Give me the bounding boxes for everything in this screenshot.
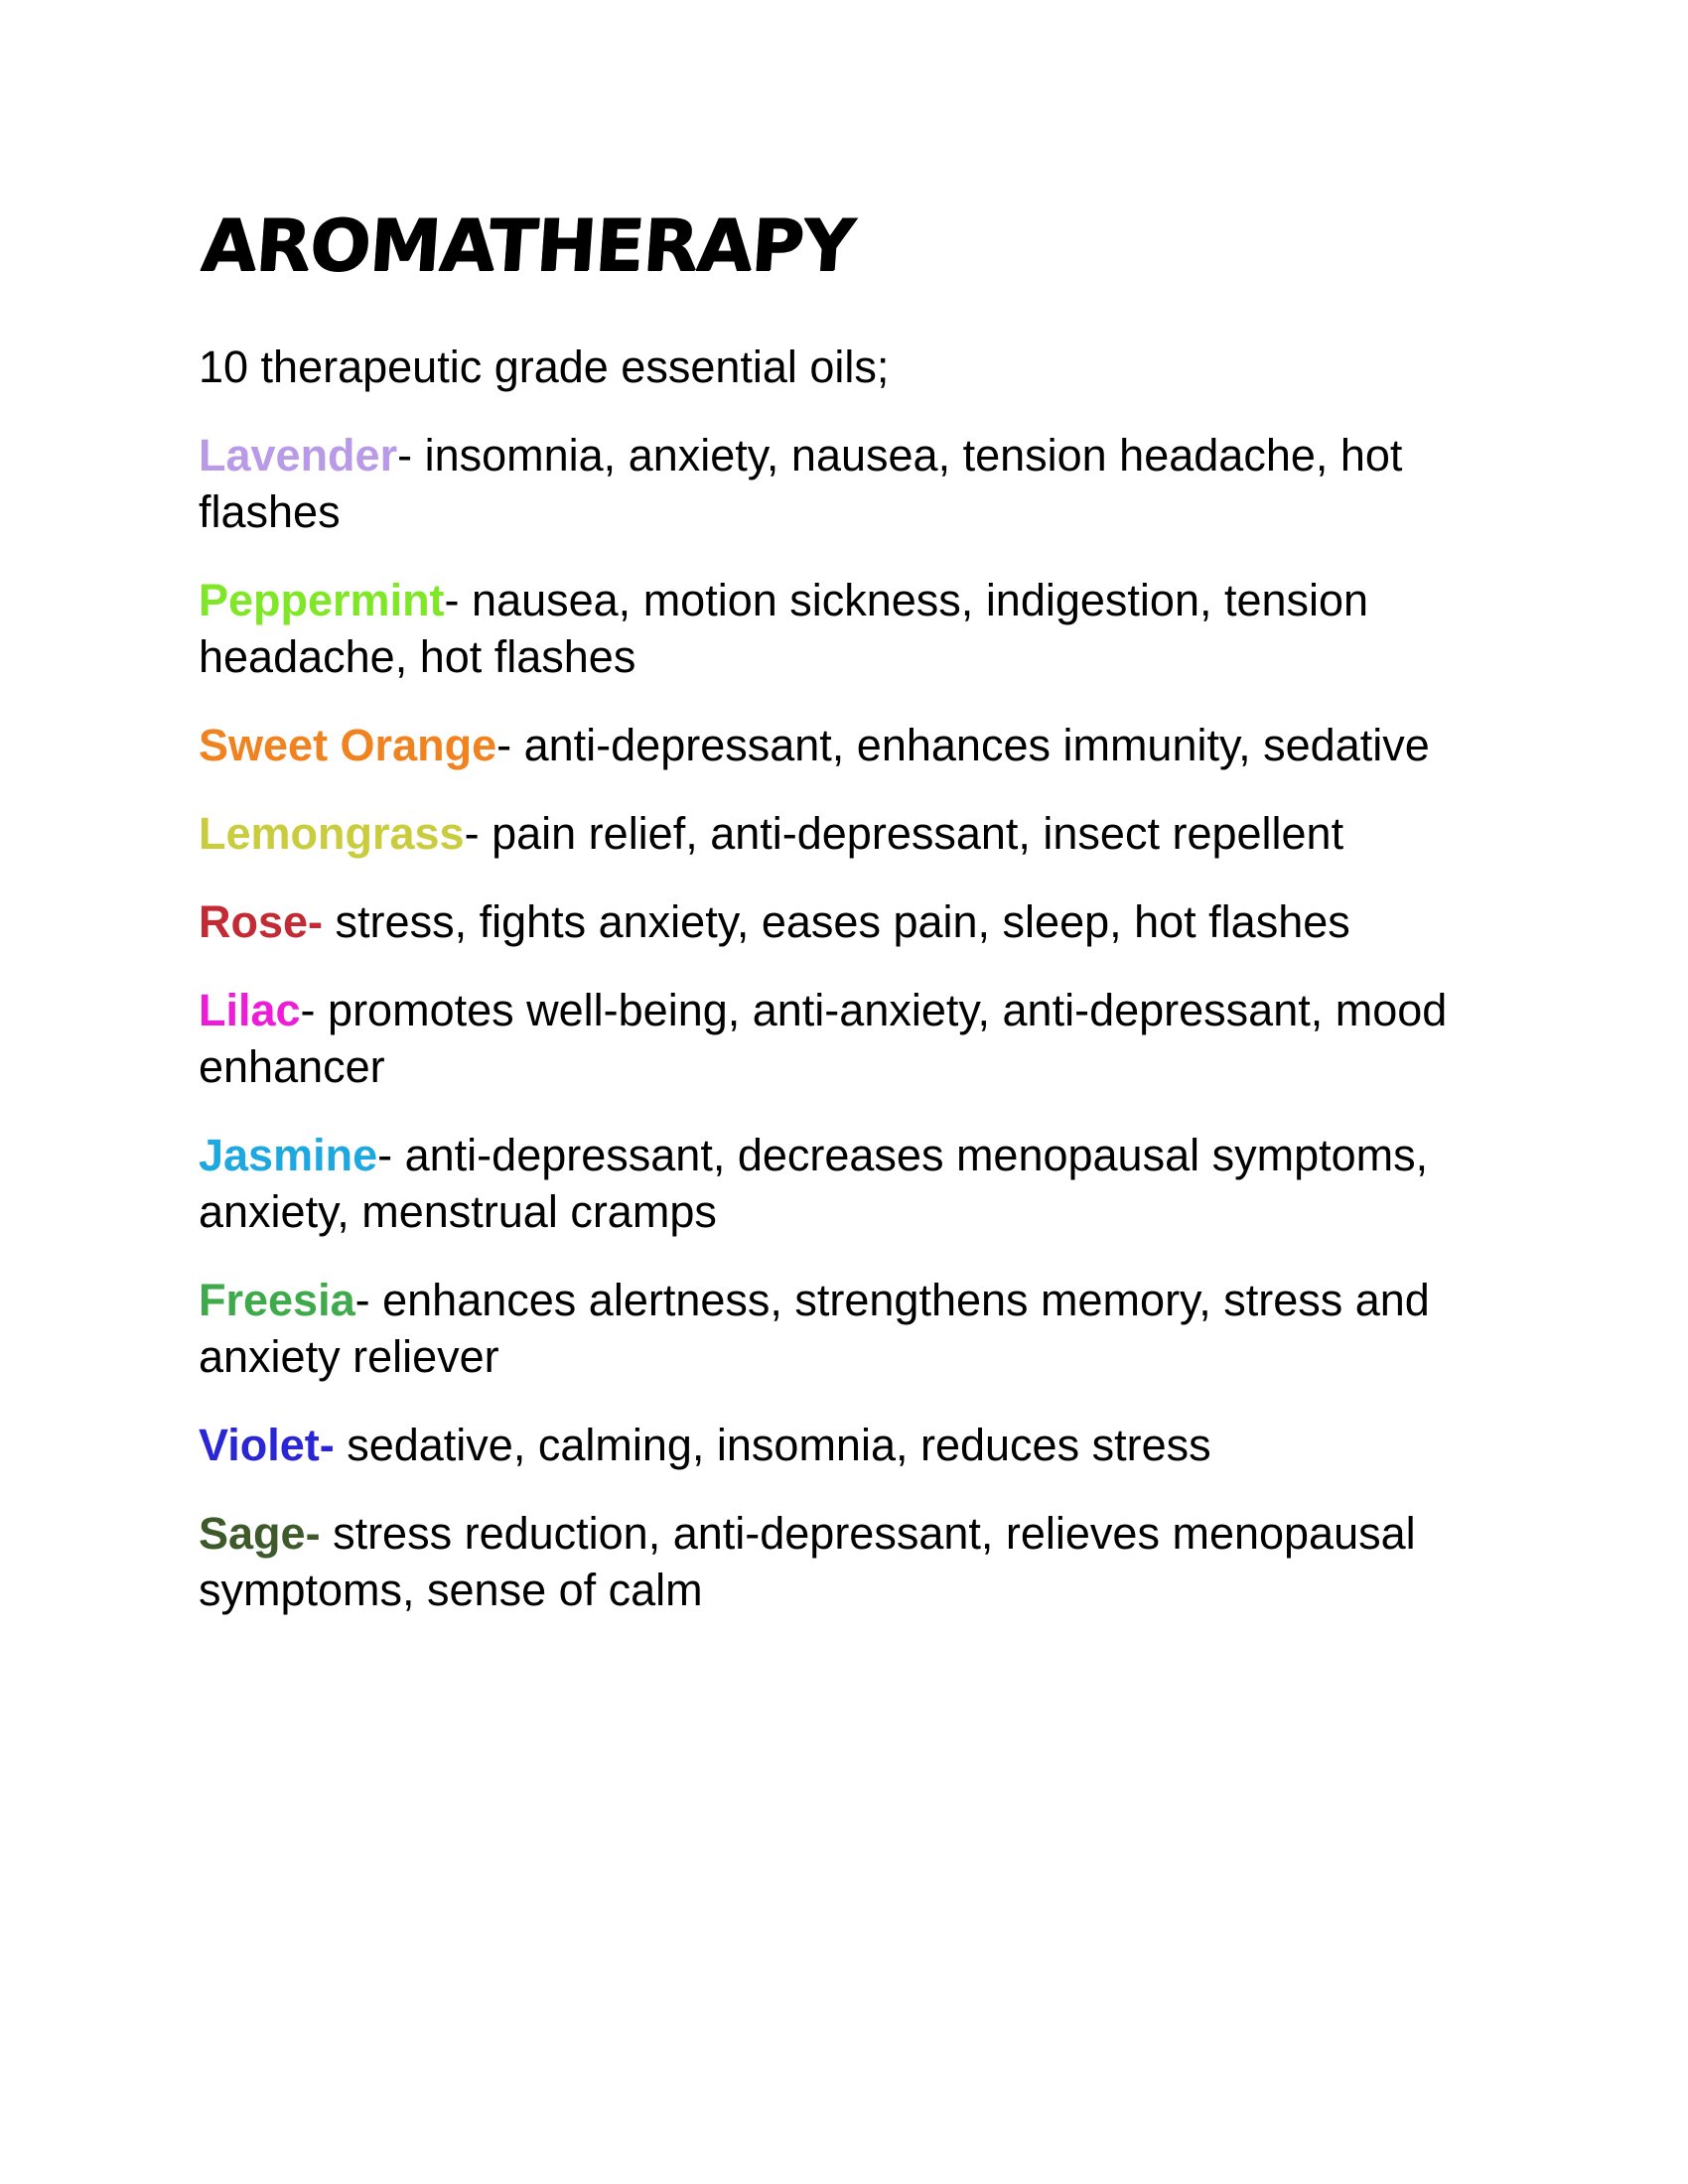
oil-item-lavender bbox=[199, 427, 1509, 540]
oil-item-jasmine bbox=[199, 1127, 1509, 1240]
oil-name: Freesia bbox=[199, 1275, 355, 1325]
oil-separator: - bbox=[354, 1275, 370, 1325]
oil-name: Lavender bbox=[199, 430, 398, 480]
oil-separator: - bbox=[397, 430, 413, 480]
oil-list bbox=[199, 427, 1509, 1618]
oil-description: stress, fights anxiety, eases pain, sleep, hot flashes bbox=[323, 896, 1350, 947]
oil-item-rose bbox=[199, 893, 1509, 950]
oil-item-violet bbox=[199, 1417, 1509, 1473]
oil-name: Sage bbox=[199, 1508, 306, 1559]
oil-name: Lemongrass bbox=[199, 808, 465, 859]
oil-name: Rose bbox=[199, 896, 309, 947]
oil-item-peppermint bbox=[199, 572, 1509, 685]
oil-name: Peppermint bbox=[199, 575, 445, 625]
page-title: AROMATHERAPY bbox=[199, 204, 857, 287]
oil-name: Violet bbox=[199, 1420, 320, 1470]
oil-description: anti-depressant, decreases menopausal symptoms, anxiety, menstrual cramps bbox=[199, 1130, 1429, 1237]
oil-item-lemongrass bbox=[199, 805, 1509, 862]
oil-description: nausea, motion sickness, indigestion, tension headache, hot flashes bbox=[199, 575, 1369, 682]
oil-description: anti-depressant, enhances immunity, sedative bbox=[511, 720, 1430, 770]
oil-name: Lilac bbox=[199, 985, 301, 1035]
oil-separator: - bbox=[305, 1508, 321, 1559]
oil-item-lilac bbox=[199, 982, 1509, 1095]
oil-item-sage bbox=[199, 1505, 1509, 1618]
oil-description: stress reduction, anti-depressant, relieves menopausal symptoms, sense of calm bbox=[199, 1508, 1416, 1615]
oil-item-sweet-orange bbox=[199, 717, 1509, 773]
oil-description: enhances alertness, strengthens memory, stress and anxiety reliever bbox=[199, 1275, 1430, 1382]
oil-description: insomnia, anxiety, nausea, tension headache, hot flashes bbox=[199, 430, 1403, 537]
oil-description: pain relief, anti-depressant, insect repellent bbox=[479, 808, 1344, 859]
oil-separator: - bbox=[300, 985, 316, 1035]
oil-separator: - bbox=[444, 575, 460, 625]
oil-description: sedative, calming, insomnia, reduces stress bbox=[334, 1420, 1211, 1470]
oil-separator: - bbox=[319, 1420, 335, 1470]
oil-description: promotes well-being, anti-anxiety, anti-depressant, mood enhancer bbox=[199, 985, 1448, 1092]
oil-separator: - bbox=[377, 1130, 393, 1180]
oil-name: Jasmine bbox=[199, 1130, 378, 1180]
intro-text: 10 therapeutic grade essential oils; bbox=[199, 341, 890, 392]
document-content bbox=[199, 204, 1509, 1618]
oil-separator: - bbox=[464, 808, 480, 859]
oil-separator: - bbox=[496, 720, 512, 770]
oil-item-freesia bbox=[199, 1272, 1509, 1385]
oil-name: Sweet Orange bbox=[199, 720, 497, 770]
oil-separator: - bbox=[308, 896, 324, 947]
